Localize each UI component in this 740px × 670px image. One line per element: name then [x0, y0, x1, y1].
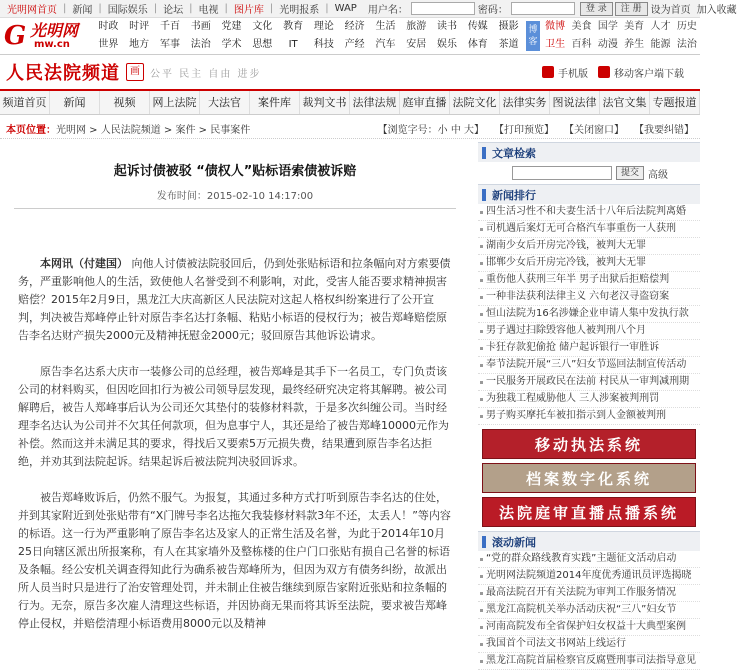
channel-link[interactable]: 汽车 — [375, 39, 396, 50]
top-link-wap[interactable]: WAP — [334, 3, 357, 14]
divider — [14, 208, 456, 209]
close-window-link[interactable]: 【关闭窗口】 — [564, 125, 624, 136]
channel-link[interactable]: 养生 — [624, 39, 645, 50]
login-button[interactable]: 登 录 — [580, 2, 613, 16]
channel-link[interactable]: 军事 — [159, 39, 180, 50]
register-button[interactable]: 注 册 — [615, 2, 648, 16]
channel-link[interactable]: 文化 — [252, 21, 273, 32]
channel-link[interactable]: 微博 — [545, 21, 566, 32]
channel-link[interactable]: 科技 — [313, 39, 334, 50]
channel-link[interactable]: 安居 — [406, 39, 427, 50]
article-title: 起诉讨债被驳 “债权人”贴标语索债被诉赔 — [113, 164, 357, 179]
top-link-news[interactable]: 新闻 — [72, 5, 93, 16]
list-item[interactable]: “党的群众路线教育实践”主题征文活动启动 — [478, 551, 700, 568]
add-favorite-link[interactable]: 加入收藏 — [696, 5, 737, 16]
channel-link[interactable]: 读书 — [437, 21, 458, 32]
channel-link[interactable]: 经济 — [344, 21, 365, 32]
channel-link[interactable]: 历史 — [676, 21, 697, 32]
gmw-logo[interactable] — [0, 18, 93, 55]
top-link-forum[interactable]: 论坛 — [163, 5, 184, 16]
logo-domain: mw.cn — [34, 39, 70, 50]
top-link-photos[interactable]: 图片库 — [233, 5, 264, 16]
channel-link[interactable]: 动漫 — [597, 39, 618, 50]
breadcrumb-path[interactable]: 光明网 > 人民法院频道 > 案件 > 民事案件 — [56, 125, 251, 136]
channel-link[interactable]: 产经 — [344, 39, 365, 50]
list-item[interactable]: 一种非法获利法律主义 六旬老汉寻盗窃案 — [478, 289, 700, 306]
channel-link[interactable]: 传媒 — [467, 21, 488, 32]
channel-link[interactable]: 思想 — [252, 39, 273, 50]
password-input[interactable] — [511, 2, 575, 15]
list-item[interactable]: 恒山法院为16名涉嫌企业申请人集中发执行款 — [478, 306, 700, 323]
paragraph-3: 被告郑峰败诉后，仍然不服气。为报复，其通过多种方式打听到原告李名达的住处，并到其家附近到处张贴带有“X门牌号李名达拖欠我装修材料款3年不还，太丢人！”等内容的标语。这一行为严重影响了原告李名达及家人的正常生活及名誉，为此于2014年10月25日向辖区派出所报案称，有人在其家墙外及整栋楼的住户门口张贴有损自己名誉的标语及条幅。经公安机关调查得知此行为确系被告郑峰所为，但因为双方有债务纠纷，故派出所人员当时只是进行了治安管理处罚，并未制止住被告继续到原告家附近张贴和拉条幅的行为。无奈，原告多次雇人清理这些标语，并因协商无果而将其诉至法院，要求被告郑峰停止侵权，并赔偿清理小标语费用8000元以及精神 — [18, 491, 451, 630]
list-item[interactable]: 黑龙江高院机关举办活动庆祝“三八”妇女节 — [478, 602, 700, 619]
nav-item[interactable]: 法律法规 — [350, 91, 400, 114]
password-label: 密码： — [477, 5, 508, 16]
top-links: 光明网首页 | 新闻 | 国际娱乐 | 论坛 | 电视 | 图片库 | 光明报系 | WAP — [4, 1, 360, 16]
list-item[interactable]: 最高法院召开有关法院为审判工作服务情况 — [478, 585, 700, 602]
set-homepage-link[interactable]: 设为首页 — [650, 5, 691, 16]
rolling-news-list — [478, 551, 700, 670]
channel-link[interactable]: 生活 — [375, 21, 396, 32]
channel-link[interactable]: 理论 — [313, 21, 334, 32]
channel-link[interactable]: 人才 — [650, 21, 671, 32]
report-error-link[interactable]: 【我要纠错】 — [634, 125, 694, 136]
article-tools — [368, 121, 694, 136]
list-item[interactable]: 四生活习性不和夫妻生活十八年后法院判离婚 — [478, 204, 700, 221]
username-label: 用户名： — [367, 5, 408, 16]
nav-item[interactable]: 频道首页 — [0, 91, 50, 114]
search-box — [478, 162, 700, 184]
list-item[interactable]: 黑龙江高院首届检察官反腐暨刑事司法指导意见 — [478, 653, 700, 670]
nav-item[interactable]: 图说法律 — [550, 91, 600, 114]
font-size-control[interactable]: 【浏览字号：小 中 大】 — [377, 125, 484, 136]
logo-cn: 光明网 — [30, 21, 79, 40]
mobile-version-link[interactable]: 手机版 — [542, 65, 588, 80]
article-date: 发布时间：2015-02-10 14:17:00 — [156, 191, 314, 202]
nav-item[interactable]: 新闻 — [50, 91, 100, 114]
nav-item[interactable]: 裁判文书 — [300, 91, 350, 114]
channel-link[interactable]: 地方 — [129, 39, 150, 50]
nav-item[interactable]: 案件库 — [250, 91, 300, 114]
list-item[interactable]: 司机遇后案灯无可合格汽车事重伤一人获刑 — [478, 221, 700, 238]
blog-tag[interactable]: 博客 — [526, 21, 540, 51]
channel-slogan: 公平 民主 自由 进步 — [150, 68, 262, 80]
app-icon — [598, 66, 610, 78]
channel-link[interactable]: 法治 — [190, 39, 211, 50]
channel-grid — [93, 18, 524, 54]
channel-title: 人民法院频道 — [6, 63, 120, 84]
list-item[interactable]: 奉节法院开展“三八”妇女节巡回法制宣传活动 — [478, 357, 700, 374]
nav-item[interactable]: 视频 — [100, 91, 150, 114]
article-body — [0, 255, 470, 633]
breadcrumb-label: 本页位置： — [6, 125, 56, 136]
rank-list — [478, 204, 700, 425]
top-link-intl[interactable]: 国际娱乐 — [107, 5, 148, 16]
nav-item[interactable]: 大法官 — [200, 91, 250, 114]
paragraph-1: 本网讯（付建国） 向他人讨债被法院驳回后，仍到处张贴标语和拉条幅向对方索要债务，严重影响他人的生活，致使他人名誉受到不利影响，对此，受害人能否要求精神损害赔偿？2015年2月9日，黑龙江大庆高新区人民法院对这起人格权纠纷案进行了公开宣判，判决被告郑峰停止针对原告李名达打条幅、粘贴小标语的侵权行为；被告郑峰赔偿原告李名达财产损失2000元及精神抚慰金2000元；驳回原告其他诉讼请求。 — [18, 257, 451, 342]
nav-item[interactable]: 专题报道 — [650, 91, 700, 114]
search-input[interactable] — [512, 166, 612, 180]
list-item[interactable]: 男子购买摩托车被扣指示到人金额被判刑 — [478, 408, 700, 425]
channel-link[interactable]: 党建 — [221, 21, 242, 32]
list-item[interactable]: 重伤他人获刑三年半 男子出狱后拒赔偿判 — [478, 272, 700, 289]
list-item[interactable]: 邯郸少女后开房完冷钱，被判大无罪 — [478, 255, 700, 272]
article-lead: 本网讯（付建国） — [40, 257, 128, 270]
channel-link[interactable]: 时评 — [129, 21, 150, 32]
paragraph-2: 原告李名达系大庆市一装修公司的总经理，被告郑峰是其手下一名员工，专门负责该公司的材料购买，但因吃回扣行为被公司领导层发现，最终经研究决定将其解聘。被公司解聘后，被告人郑峰事后认为公司还欠其垫付的装修材料款，于是多次纠缠公司。当时经理李名达认为公司并不欠其任何款项，但为息事宁人，其还是给了被告郑峰10000元作为补偿。然而这并未满足其的要求，得找后又要索5万元损失费，结果遭到原告李名达拒绝，并劝其到法院起诉。结果起诉后被法院判决驳回诉求。 — [18, 365, 449, 468]
list-item[interactable]: 一民服务开展政民在法前 村民从一审判减刑期 — [478, 374, 700, 391]
logo-letter: G — [4, 21, 27, 51]
breadcrumb — [0, 119, 700, 139]
channel-link[interactable]: 茶道 — [498, 39, 519, 50]
login-form — [368, 1, 648, 16]
banner-trial-broadcast[interactable]: 法院庭审直播点播系统 — [482, 497, 696, 527]
channel-link[interactable]: 学术 — [221, 39, 242, 50]
list-item[interactable]: 男子遇过扫除毁容他人被判刑八个月 — [478, 323, 700, 340]
main-nav — [0, 91, 700, 115]
sidebar — [478, 142, 700, 670]
channel-bar — [0, 18, 700, 55]
top-link-press[interactable]: 光明报系 — [279, 5, 320, 16]
rank-header: 新闻排行 — [478, 184, 700, 204]
channel-link[interactable]: 法治 — [676, 39, 697, 50]
channel-header — [0, 55, 700, 91]
list-item[interactable]: 湖南少女后开房完冷钱，被判大无罪 — [478, 238, 700, 255]
court-seal-icon: 画 — [126, 63, 144, 81]
top-link-home[interactable]: 光明网首页 — [7, 5, 57, 16]
channel-link[interactable]: 美食 — [571, 21, 592, 32]
channel-grid-right — [542, 18, 700, 54]
search-header: 文章检索 — [478, 142, 700, 162]
advanced-search-link[interactable]: 高级 — [648, 169, 669, 181]
banner-mobile-enforcement[interactable]: 移动执法系统 — [482, 429, 696, 459]
channel-link[interactable]: 娱乐 — [437, 39, 458, 50]
channel-link[interactable]: 能源 — [650, 39, 671, 50]
channel-link[interactable]: 百科 — [571, 39, 592, 50]
channel-link[interactable]: IT — [288, 39, 298, 50]
list-item[interactable]: 为独栽工程威胁他人 三人涉案被判刑罚 — [478, 391, 700, 408]
nav-item[interactable]: 庭审直播 — [400, 91, 450, 114]
channel-link[interactable]: 教育 — [283, 21, 304, 32]
channel-link[interactable]: 卫生 — [545, 39, 566, 50]
channel-link[interactable]: 千百 — [159, 21, 180, 32]
channel-link[interactable]: 书画 — [190, 21, 211, 32]
channel-link[interactable]: 旅游 — [406, 21, 427, 32]
channel-link[interactable]: 摄影 — [498, 21, 519, 32]
channel-link[interactable]: 世界 — [98, 39, 119, 50]
app-download-link[interactable]: 移动客户端下载 — [598, 65, 684, 80]
phone-icon — [542, 66, 554, 78]
search-submit-button[interactable]: 提交 — [616, 166, 644, 180]
list-item[interactable]: 河南高院发布全省保护妇女权益十大典型案例 — [478, 619, 700, 636]
banner-archive-digitization[interactable]: 档案数字化系统 — [482, 463, 696, 493]
channel-link[interactable]: 美育 — [624, 21, 645, 32]
nav-item[interactable]: 法官文集 — [600, 91, 650, 114]
rolling-news-header: 滚动新闻 — [478, 531, 700, 551]
top-right-links — [648, 1, 740, 16]
list-item[interactable]: 我国首个司法文书网站上线运行 — [478, 636, 700, 653]
channel-link[interactable]: 国学 — [597, 21, 618, 32]
nav-item[interactable]: 网上法院 — [150, 91, 200, 114]
nav-item[interactable]: 法律实务 — [500, 91, 550, 114]
channel-link[interactable]: 体育 — [467, 39, 488, 50]
username-input[interactable] — [411, 2, 475, 15]
list-item[interactable]: 卡狂存款犯偷抢 储户起诉银行一审胜诉 — [478, 340, 700, 357]
article-main — [0, 142, 470, 651]
top-utility-bar — [0, 0, 737, 18]
top-link-tv[interactable]: 电视 — [198, 5, 219, 16]
nav-item[interactable]: 法院文化 — [450, 91, 500, 114]
header-links — [542, 65, 694, 80]
print-preview-link[interactable]: 【打印预览】 — [494, 125, 554, 136]
list-item[interactable]: 光明网法院频道2014年度优秀通讯员评选揭晓 — [478, 568, 700, 585]
channel-link[interactable]: 时政 — [98, 21, 119, 32]
